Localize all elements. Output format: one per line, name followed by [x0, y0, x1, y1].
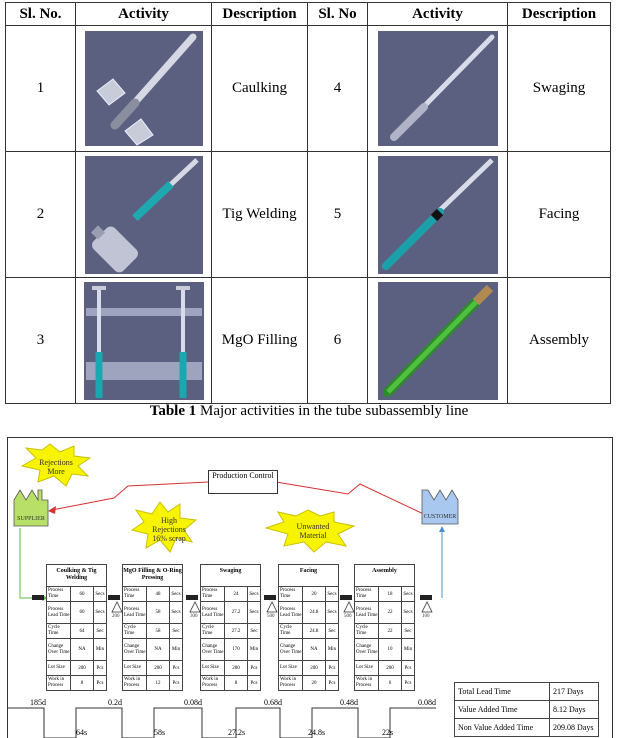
- timeline-cycle: 24.8s: [308, 728, 326, 737]
- table-header-row: [6, 3, 611, 26]
- caption-text: Major activities in the tube subassembly line: [196, 403, 469, 419]
- process-box-mgo-filling: MgO Filling & O-Ring Pressing Process Time 48 Secs Process Lead Time 58 Secs Cycle Time 58 Sec Change Over Time NA Min Lot Size 200 Pcs Work in Process 12 Pcs: [122, 564, 183, 691]
- activity-description: Assembly: [508, 278, 611, 404]
- summary-row: Non Value Added Time 209.08 Days: [455, 719, 599, 737]
- sl-no: 1: [6, 26, 76, 152]
- table-row: [6, 278, 611, 404]
- timeline-wait: 0.08d: [184, 698, 202, 707]
- assembly-image: [378, 282, 498, 400]
- timeline-cycle: 58s: [154, 728, 166, 737]
- unwanted-material-label: Unwanted Material: [296, 522, 330, 540]
- sl-no: 4: [308, 26, 368, 152]
- process-title: Swaging: [201, 565, 260, 587]
- process-title: MgO Filling & O-Ring Pressing: [123, 565, 182, 587]
- header-activity: Activity: [76, 3, 212, 26]
- caulking-image: [85, 31, 203, 146]
- table-row: [6, 152, 611, 278]
- timeline-cycle: 22s: [382, 728, 394, 737]
- header-description-2: Description: [508, 3, 611, 26]
- table-caption: [0, 403, 618, 420]
- inventory-count: 500: [344, 614, 352, 619]
- timeline-wait: 0.2d: [108, 698, 122, 707]
- swaging-image: [378, 31, 498, 146]
- summary-row: Total Lead Time 217 Days: [455, 683, 599, 701]
- header-sl-no: Sl. No.: [6, 3, 76, 26]
- sl-no: 2: [6, 152, 76, 278]
- timeline-wait: 0.68d: [264, 698, 282, 707]
- activities-table: [5, 2, 611, 404]
- timeline: [8, 708, 436, 738]
- activity-description: Caulking: [212, 26, 308, 152]
- tig-welding-image: [85, 156, 203, 274]
- header-activity-2: Activity: [368, 3, 508, 26]
- mgo-filling-image: [84, 282, 204, 400]
- activity-description: Swaging: [508, 26, 611, 152]
- header-description: Description: [212, 3, 308, 26]
- inventory-count: 200: [112, 614, 120, 619]
- inventory-count: 300: [190, 614, 198, 619]
- process-box-swaging: Swaging Process Time 24 Secs Process Lead Time 27.2 Secs Cycle Time 27.2 Sec Change Over Time 170 Min Lot Size 200 Pcs Work in Process 8 Pcs: [200, 564, 261, 691]
- sl-no: 3: [6, 278, 76, 404]
- rejections-label: Rejections More: [39, 458, 73, 476]
- sl-no: 5: [308, 152, 368, 278]
- supplier-flow: [20, 528, 46, 598]
- activity-description: MgO Filling: [212, 278, 308, 404]
- info-flow-left: [52, 482, 208, 510]
- high-rejections-label: High Rejections 16% scrap: [152, 516, 186, 543]
- timeline-cycle: 27.2s: [228, 728, 246, 737]
- process-title: Coulking & Tig Welding: [47, 565, 106, 587]
- production-control-box: Production Control: [208, 470, 278, 494]
- supplier-label: SUPPLIER: [17, 516, 45, 522]
- timeline-cycle: 64s: [76, 728, 88, 737]
- inventory-count: 100: [422, 614, 430, 619]
- inventory-count: 500: [267, 614, 275, 619]
- activity-description: Facing: [508, 152, 611, 278]
- header-sl-no-2: Sl. No: [308, 3, 368, 26]
- process-box-assembly: Assembly Process Time 18 Secs Process Lead Time 22 Secs Cycle Time 22 Sec Change Over Time 10 Min Lot Size 200 Pcs Work in Process 6 Pcs: [354, 564, 415, 691]
- lead-time-summary: [454, 682, 599, 737]
- summary-row: Value Added Time 8.12 Days: [455, 701, 599, 719]
- customer-label: CUSTOMER: [423, 514, 457, 520]
- facing-image: [378, 156, 498, 274]
- table-row: [6, 26, 611, 152]
- sl-no: 6: [308, 278, 368, 404]
- value-stream-map: [7, 437, 613, 738]
- info-flow-right: [276, 482, 432, 518]
- timeline-wait: 185d: [30, 698, 46, 707]
- timeline-wait: 0.48d: [340, 698, 358, 707]
- caption-label: Table 1: [149, 403, 197, 419]
- process-title: Assembly: [355, 565, 414, 587]
- process-box-caulking-tig: Coulking & Tig Welding Process Time 60 Secs Process Lead Time 60 Secs Cycle Time 64 Sec Change Over Time NA Min Lot Size 200 Pcs Work in Process 8 Pcs: [46, 564, 107, 691]
- timeline-wait: 0.08d: [418, 698, 436, 707]
- activity-description: Tig Welding: [212, 152, 308, 278]
- process-title: Facing: [279, 565, 338, 587]
- process-box-facing: Facing Process Time 20 Secs Process Lead Time 24.8 Secs Cycle Time 24.8 Sec Change Over Time NA Min Lot Size 200 Pcs Work in Process 20 Pcs: [278, 564, 339, 691]
